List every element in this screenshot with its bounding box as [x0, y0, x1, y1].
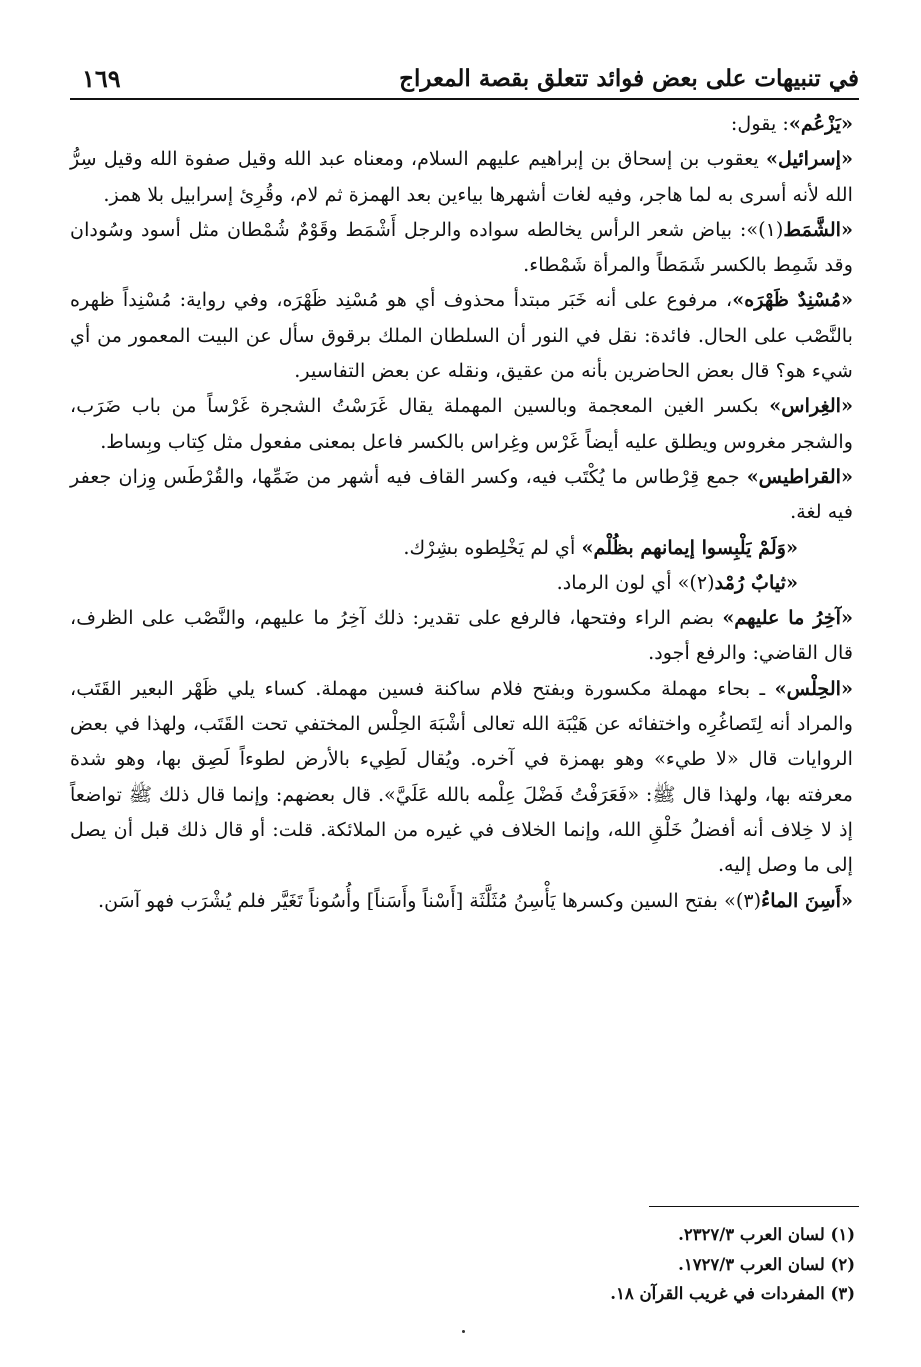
entry-term: «أَسِنَ الماءُ [761, 888, 853, 912]
entry-text: بضم الراء وفتحها، فالرفع على تقدير: ذلك آخِرُ ما عليهم، والنَّصْب على الظرف، قال القاضي: والرفع أجود. [70, 606, 853, 665]
entry-text: ـ بحاء مهملة مكسورة وبفتح فلام ساكنة فسين مهملة. كساء يلي ظَهْر البعير القَتَب، والمراد أنه لِتَصاغُرِه واختفائه عن هَيْبَة الله تعالى أشْبَهَ الحِلْس المختفي تحت القَتَب، ولهذا في بعض الروايات قال «لا طيء» وهو بهمزة في آخره. ويُقال لَطِيء بالأرض لطوءاً لَصِق بها، وهو شدة معرفته بها، ولهذا قال ﷺ: «فَعَرَفْتُ فَضْلَ عِلْمه بالله عَلَيَّ». قال بعضهم: وإنما قال ذلك ﷺ تواضعاً إذ لا خِلاف أنه أفضلُ خَلْقِ الله، وإنما الخلاف في غيره من الملائكة. قلت: أو قال ذلك قبل أن يصل إلى ما وصل إليه. [70, 676, 853, 877]
entry-term: «الحِلْس» [774, 676, 853, 700]
running-title: في تنبيهات على بعض فوائد تتعلق بقصة المعراج [399, 65, 859, 92]
paragraph [70, 565, 853, 600]
entry-text: : يقول: [730, 112, 789, 135]
entry-term: «ثيابٌ رُمْد [714, 570, 798, 594]
page-number: ١٦٩ [82, 64, 121, 93]
paragraph [70, 883, 853, 918]
entry-term: «الشَّمَط [783, 217, 853, 241]
entry-term: «القراطيس» [746, 464, 853, 488]
footnote: (١) لسان العرب ٢٣٢٧/٣. [678, 1225, 855, 1244]
paragraph [70, 212, 853, 283]
running-header [70, 50, 859, 100]
main-text [70, 106, 853, 918]
paragraph [70, 600, 853, 671]
entry-text: جمع قِرْطاس ما يُكْتَب فيه، وكسر القاف فيه أشهر من ضَمِّها، والقُرْطَس وِزان جعفر فيه لغة. [70, 464, 853, 524]
scan-speck [462, 1330, 465, 1333]
footnote: (٢) لسان العرب ١٧٢٧/٣. [678, 1254, 855, 1274]
paragraph [70, 141, 853, 212]
entry-text: ، مرفوع على أنه خَبَر مبتدأ محذوف أي هو مُسْنِد ظَهْرَه، وفي رواية: مُسْنِداً ظهره بالنَّصْب على الحال. فائدة: نقل في النور أن السلطان الملك برقوق سأل عن البيت المعمور من أي شيء هو؟ قال بعض الحاضرين بأنه من عقيق، ونقله عن بعض التفاسير. [70, 288, 853, 383]
paragraph [70, 388, 853, 459]
entry-term: «الغِراس» [769, 394, 853, 418]
entry-term: «يَزْعُم» [788, 112, 853, 135]
entry-text: بكسر الغين المعجمة وبالسين المهملة يقال غَرَسْتُ الشجرة غَرْساً من باب ضَرَب، والشجر مغروس ويطلق عليه أيضاً غَرْس وغِراس بالكسر فاعل بمعنى مفعول مثل كِتاب وبِساط. [70, 394, 853, 453]
entry-term: «مُسْنِدٌ ظَهْرَه» [732, 288, 853, 312]
entry-text: (١)»: بياض شعر الرأس يخالطه سواده والرجل أَشْمَط وقَوْمٌ شُمْطان مثل أسود وسُودان وقد شَمِط بالكسر شَمَطاً والمرأة شَمْطاء. [70, 217, 853, 277]
paragraph [70, 459, 853, 530]
entry-text: (٢)» أي لون الرماد. [556, 570, 715, 594]
entry-term: «وَلَمْ يَلْبِسوا إيمانهم بظُلْم» [581, 535, 798, 559]
entry-text: (٣)» بفتح السين وكسرها يَأْسِنُ مُثَلَّثَة [أَسْناً وأَسَناً] وأُسُوناً تَغَيَّر فلم يُشْرَب فهو آسَن. [97, 888, 762, 912]
paragraph [70, 106, 853, 141]
entry-term: «آخِرُ ما عليهم» [722, 606, 854, 630]
entry-text: أي لم يَخْلِطوه بشِرْك. [403, 535, 582, 559]
footnote-divider [649, 1206, 859, 1207]
footnotes [70, 1220, 855, 1309]
footnote: (٣) المفردات في غريب القرآن ١٨. [610, 1284, 855, 1303]
paragraph [70, 282, 853, 388]
entry-term: «إسرائيل» [766, 147, 853, 171]
paragraph [70, 530, 853, 565]
entry-text: يعقوب بن إسحاق بن إبراهيم عليهم السلام، ومعناه عبد الله وقيل صفوة الله وقيل سِرُّ الله لأنه أسرى به لما هاجر، وفيه لغات أشهرها بياءين بعد الهمزة ثم لام، وقُرِئ إسرابيل بلا همز. [70, 147, 853, 206]
paragraph [70, 671, 853, 883]
